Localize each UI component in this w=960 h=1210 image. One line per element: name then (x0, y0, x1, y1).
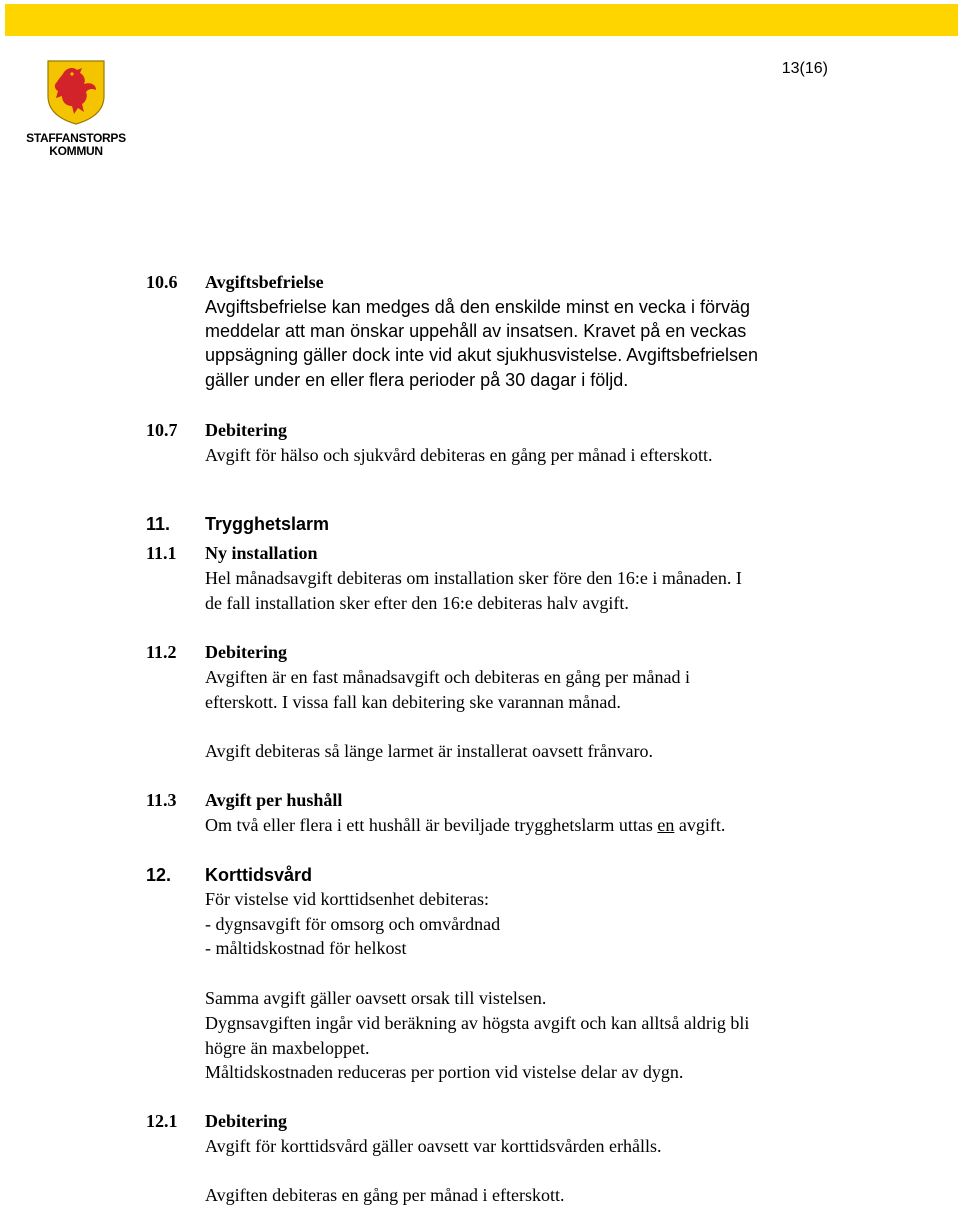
section-number: 12.1 (146, 1111, 178, 1131)
paragraph-line: högre än maxbeloppet. (205, 1038, 370, 1058)
paragraph-line: efterskott. I vissa fall kan debitering ske varannan månad. (205, 692, 621, 712)
paragraph-line: Måltidskostnaden reduceras per portion vid vistelse delar av dygn. (205, 1062, 684, 1082)
chapter-heading: Korttidsvård (205, 865, 313, 885)
section-heading: Avgiftsbefrielse (205, 272, 324, 292)
paragraph-line: Avgift för korttidsvård gäller oavsett var korttidsvården erhålls. (205, 1136, 662, 1156)
paragraph-line: meddelar att man önskar uppehåll av insatsen. Kravet på en veckas (205, 321, 747, 341)
section-heading: Ny installation (205, 543, 318, 563)
paragraph-line: de fall installation sker efter den 16:e debiteras halv avgift. (205, 593, 629, 613)
section-heading: Debitering (205, 1111, 287, 1131)
paragraph-line: För vistelse vid korttidsenhet debiteras: (205, 889, 489, 909)
paragraph-line (205, 815, 725, 836)
paragraph-line: Hel månadsavgift debiteras om installation sker före den 16:e i månaden. I (205, 568, 742, 588)
section-number: 10.7 (146, 420, 178, 440)
griffin-shield-icon (44, 58, 108, 126)
paragraph-line: Samma avgift gäller oavsett orsak till vistelsen. (205, 988, 547, 1008)
chapter-heading: Trygghetslarm (205, 514, 330, 534)
header-color-bar (5, 4, 958, 36)
list-item: - dygnsavgift för omsorg och omvårdnad (205, 914, 501, 934)
paragraph-line: Avgift debiteras så länge larmet är installerat oavsett frånvaro. (205, 741, 653, 761)
section-number: 10.6 (146, 272, 178, 292)
underlined-word: en (657, 815, 675, 835)
paragraph-line: Avgift för hälso och sjukvård debiteras en gång per månad i efterskott. (205, 445, 713, 465)
section-heading: Debitering (205, 420, 287, 440)
paragraph-line: Avgiften debiteras en gång per månad i efterskott. (205, 1185, 565, 1205)
line-text: avgift. (674, 815, 726, 835)
section-number: 11.3 (146, 790, 177, 810)
paragraph-line: Avgiftsbefrielse kan medges då den enskilde minst en vecka i förväg (205, 297, 750, 317)
logo-text-line1: STAFFANSTORPS (26, 131, 126, 145)
section-heading: Avgift per hushåll (205, 790, 343, 810)
paragraph-line: Dygnsavgiften ingår vid beräkning av högsta avgift och kan alltså aldrig bli (205, 1013, 750, 1033)
list-item: - måltidskostnad för helkost (205, 938, 407, 958)
chapter-number: 12. (146, 865, 172, 885)
paragraph-line: uppsägning gäller dock inte vid akut sjukhusvistelse. Avgiftsbefrielsen (205, 345, 758, 365)
page-number: 13(16) (781, 60, 828, 77)
logo-text-line2: KOMMUN (49, 144, 103, 158)
section-number: 11.2 (146, 642, 177, 662)
line-text: Om två eller flera i ett hushåll är beviljade trygghetslarm uttas (205, 815, 658, 835)
paragraph-line: gäller under en eller flera perioder på 30 dagar i följd. (205, 370, 629, 390)
paragraph-line: Avgiften är en fast månadsavgift och debiteras en gång per månad i (205, 667, 690, 687)
staffanstorp-logo (24, 56, 128, 160)
section-heading: Debitering (205, 642, 287, 662)
chapter-number: 11. (146, 514, 171, 534)
section-number: 11.1 (146, 543, 177, 563)
